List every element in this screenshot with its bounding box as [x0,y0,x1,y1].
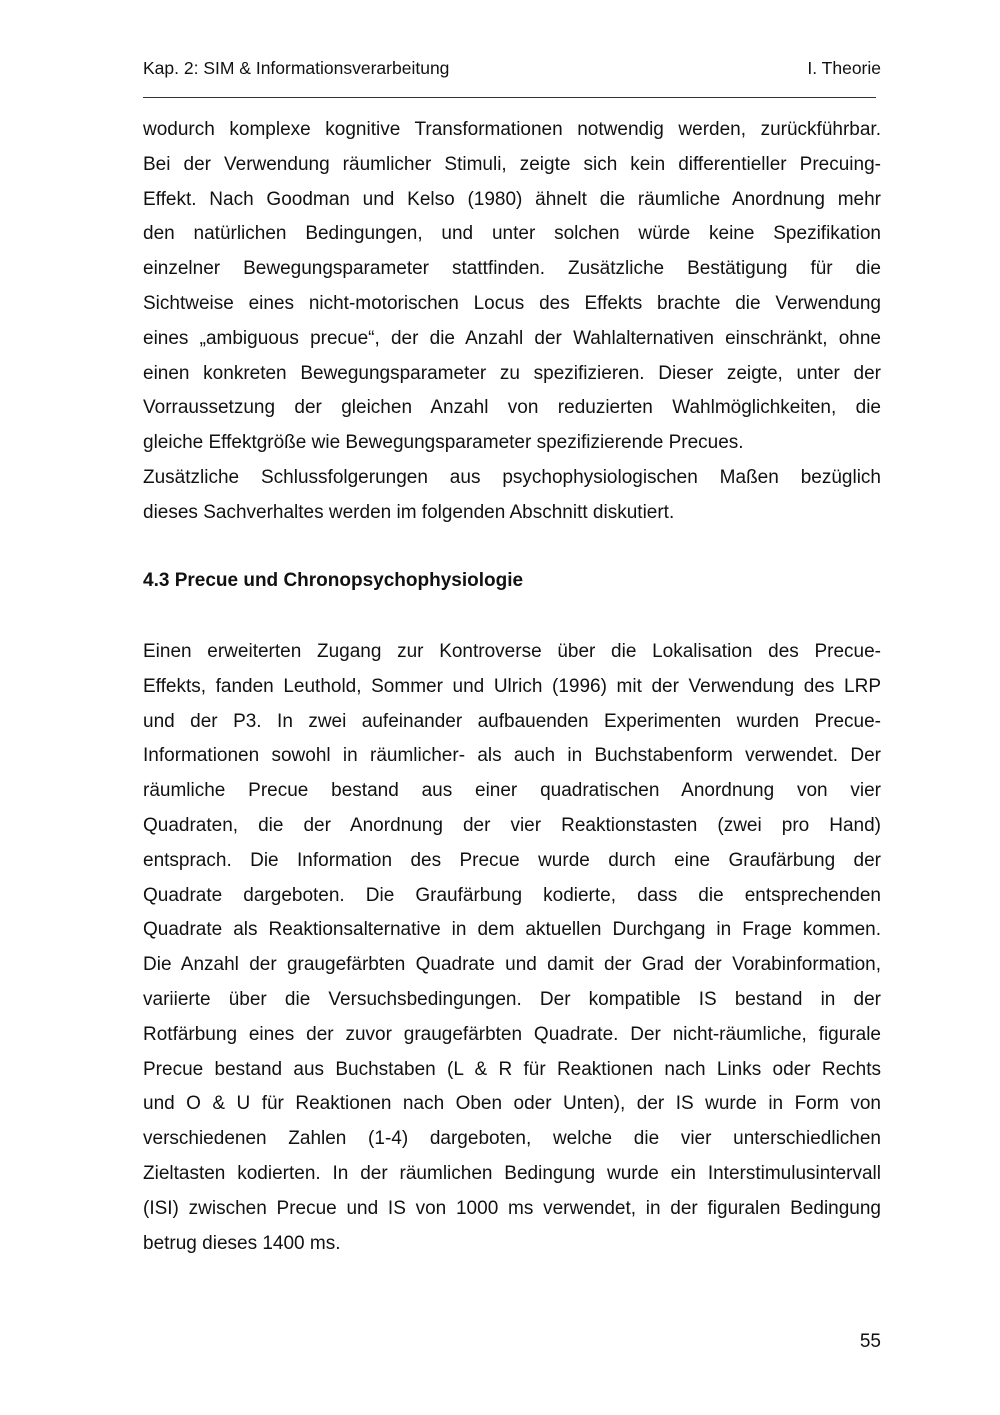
text-line: Zieltasten kodierten. In der räumlichen Bedingung wurde ein Interstimulusintervall [143,1162,881,1184]
header-chapter-title: Kap. 2: SIM & Informationsverarbeitung [143,58,450,78]
text-line: wodurch komplexe kognitive Transformationen notwendig werden, zurückführbar. [143,119,881,140]
section-heading: 4.3 Precue und Chronopsychophysiologie [143,570,524,591]
text-line: Effekts, fanden Leuthold, Sommer und Ulrich (1996) mit der Verwendung des LRP [143,675,881,697]
header-divider [143,97,876,98]
text-line: Quadrate als Reaktionsalternative in dem aktuellen Durchgang in Frage kommen. [143,919,881,941]
page-number: 55 [859,1331,881,1352]
text-line: dieses Sachverhaltes werden im folgenden Abschnitt diskutiert. [143,501,675,523]
running-header [143,58,881,82]
text-line: Zusätzliche Schlussfolgerungen aus psychophysiologischen Maßen bezüglich [143,467,881,488]
header-part-title: I. Theorie [807,58,881,78]
text-line: und O & U für Reaktionen nach Oben oder Unten), der IS wurde in Form von [143,1093,881,1115]
paragraph-1 [143,113,881,461]
text-line: variierte über die Versuchsbedingungen. Der kompatible IS bestand in der [143,988,881,1010]
text-line: Bei der Verwendung räumlicher Stimuli, zeigte sich kein differentieller Precuing- [143,153,881,175]
text-line: den natürlichen Bedingungen, und unter solchen würde keine Spezifikation [143,223,881,245]
text-line: einzelner Bewegungsparameter stattfinden. Zusätzliche Bestätigung für die [143,258,881,280]
text-line: entsprach. Die Information des Precue wurde durch eine Graufärbung der [143,849,881,871]
text-line: räumliche Precue bestand aus einer quadratischen Anordnung von vier [143,780,881,802]
text-line: Effekt. Nach Goodman und Kelso (1980) ähnelt die räumliche Anordnung mehr [143,188,881,210]
paragraph-2 [143,461,881,531]
text-line: Die Anzahl der graugefärbten Quadrate und damit der Grad der Vorabinformation, [143,954,881,976]
text-line: Vorraussetzung der gleichen Anzahl von reduzierten Wahlmöglichkeiten, die [143,397,881,419]
text-line: verschiedenen Zahlen (1-4) dargeboten, welche die vier unterschiedlichen [143,1128,881,1150]
text-line: Einen erweiterten Zugang zur Kontroverse über die Lokalisation des Precue- [143,641,881,662]
text-line: Precue bestand aus Buchstaben (L & R für Reaktionen nach Links oder Rechts [143,1058,881,1080]
text-line: und der P3. In zwei aufeinander aufbauenden Experimenten wurden Precue- [143,710,881,732]
paragraph-3 [143,635,881,1261]
text-line: Quadraten, die der Anordnung der vier Reaktionstasten (zwei pro Hand) [143,814,881,836]
text-line: einen konkreten Bewegungsparameter zu spezifizieren. Dieser zeigte, unter der [143,362,881,384]
text-line: gleiche Effektgröße wie Bewegungsparameter spezifizierende Precues. [143,432,744,454]
text-line: Quadrate dargeboten. Die Graufärbung kodierte, dass die entsprechenden [143,884,881,906]
text-line: Rotfärbung eines der zuvor graugefärbten Quadrate. Der nicht-räumliche, figurale [143,1023,881,1045]
text-line: Sichtweise eines nicht-motorischen Locus des Effekts brachte die Verwendung [143,292,881,314]
text-line: Informationen sowohl in räumlicher- als auch in Buchstabenform verwendet. Der [143,745,881,767]
text-line: eines „ambiguous precue“, der die Anzahl der Wahlalternativen einschränkt, ohne [143,327,881,349]
text-line: (ISI) zwischen Precue und IS von 1000 ms verwendet, in der figuralen Bedingung [143,1197,881,1219]
text-line: betrug dieses 1400 ms. [143,1232,341,1254]
